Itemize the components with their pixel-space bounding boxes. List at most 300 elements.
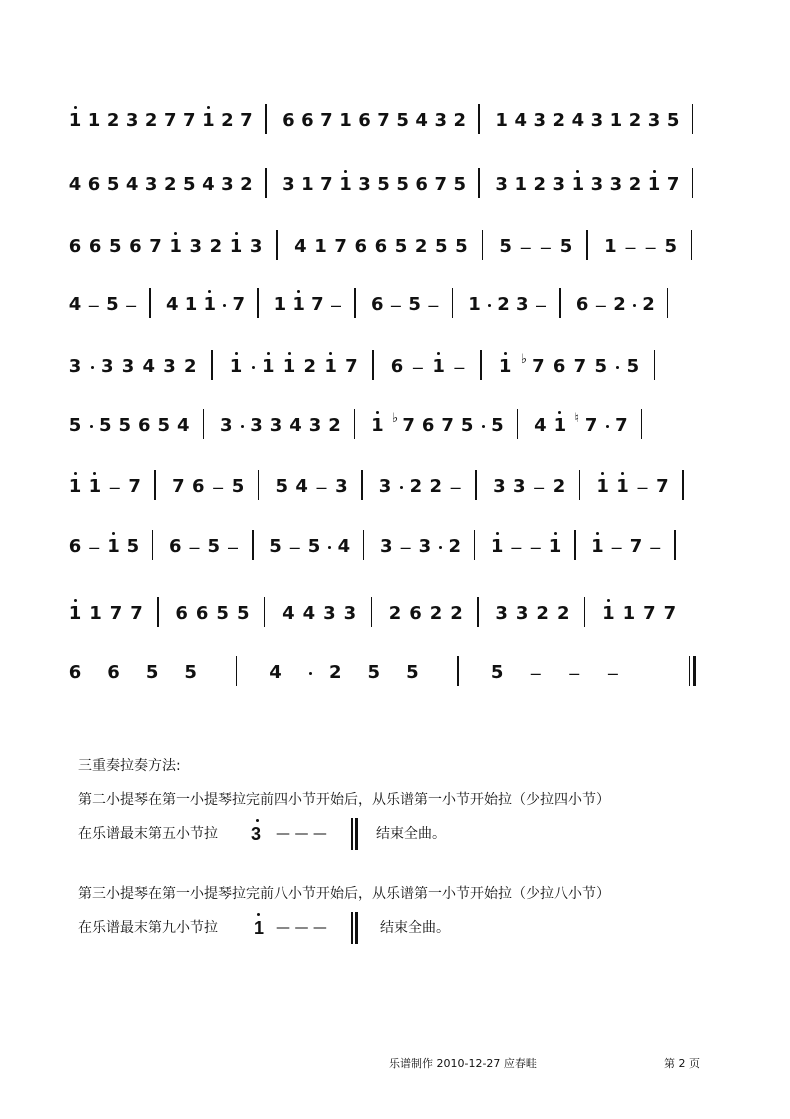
note-r9-m5-3: 2	[536, 603, 549, 624]
note-r9-m1-4: 7	[130, 603, 143, 624]
dash-r3-m4-2: –	[625, 237, 636, 257]
note-r2-m3-5: 1	[571, 174, 585, 195]
note-r8-m3-1: 5	[269, 536, 282, 557]
note-r3-m1-7: 3	[189, 236, 203, 257]
dash-r4-m4-4: –	[428, 295, 439, 315]
note-r5-m2-3-high-dot	[267, 352, 270, 355]
final-barline-thick	[693, 656, 696, 686]
note-r6-m4-2-high-dot	[558, 411, 561, 414]
dash-r10-m3-4: –	[607, 663, 618, 683]
note-r4-m3-2: 1	[292, 294, 305, 315]
note-r6-m4-4: 7	[584, 415, 598, 436]
note-r3-m1-6-high-dot	[174, 232, 177, 235]
barline-r9-1	[157, 597, 159, 627]
note-r3-m2-6: 5	[394, 236, 408, 257]
note-r4-m2-2: 1	[184, 294, 198, 315]
instruction-line-4-suffix: 结束全曲。	[380, 920, 450, 936]
dash-r8-m5-3: –	[530, 537, 541, 557]
note-r3-m1-3: 5	[108, 236, 122, 257]
note-r3-m1-4: 6	[129, 236, 142, 257]
barline-r2-1	[265, 168, 267, 198]
note-r8-m1-4: 5	[126, 536, 140, 557]
note-r8-m1-3: 1	[107, 536, 120, 557]
barline-r6-2	[354, 409, 356, 439]
note-r4-m2-5: 7	[232, 294, 245, 315]
note-r8-m6-1-high-dot	[596, 532, 599, 535]
dash-r7-m6-3: –	[637, 477, 648, 497]
note-r3-m2-1: 4	[294, 236, 307, 257]
accidental-r6-m4-3: ♮	[574, 410, 580, 425]
dash-r4-m3-4: –	[331, 295, 342, 315]
augmentation-dot-r10-m2-2	[309, 672, 312, 675]
note-r1-m2-6: 7	[377, 110, 390, 131]
note-r9-m5-1: 3	[495, 603, 508, 624]
note-r7-m2-4: 5	[231, 476, 245, 497]
note-r6-m3-1-high-dot	[376, 411, 379, 414]
augmentation-dot-r6-m3-7	[482, 425, 485, 428]
note-r1-m3-3: 3	[533, 110, 547, 131]
barline-r4-1	[149, 288, 151, 318]
note-r4-m1-1: 4	[68, 294, 82, 315]
note-r2-m2-4: 1	[339, 174, 352, 195]
augmentation-dot-r5-m4-7	[616, 366, 619, 369]
note-r7-m6-2-high-dot	[621, 472, 624, 475]
note-r2-m3-5-high-dot	[576, 170, 579, 173]
dash-r10-m3-2: –	[530, 663, 541, 683]
note-r3-m1-9: 1	[229, 236, 243, 257]
barline-r3-1	[276, 230, 278, 260]
note-r1-m3-2: 4	[514, 110, 527, 131]
note-r1-m1-5: 2	[144, 110, 158, 131]
note-r5-m1-3: 3	[100, 356, 114, 377]
note-r4-m6-5: 2	[642, 294, 655, 315]
note-r2-m1-1: 4	[68, 174, 82, 195]
note-r2-m3-2: 1	[514, 174, 527, 195]
note-r7-m1-2-high-dot	[93, 472, 96, 475]
barline-r8-2	[252, 530, 254, 560]
note-r9-m2-3: 5	[216, 603, 229, 624]
note-r1-m1-3: 2	[106, 110, 120, 131]
note-r4-m6-1: 6	[575, 294, 589, 315]
note-r10-m1-3: 5	[145, 662, 159, 683]
note-r10-m2-3: 2	[328, 662, 342, 683]
note-r6-m1-7: 4	[177, 415, 190, 436]
note-r9-m2-1: 6	[175, 603, 188, 624]
note-r1-m2-9: 3	[434, 110, 447, 131]
note-r3-m1-2: 6	[88, 236, 102, 257]
augmentation-dot-r6-m1-2	[90, 425, 93, 428]
note-r5-m4-3: 7	[532, 356, 545, 377]
note-r9-m1-1-high-dot	[74, 599, 77, 602]
note-r5-m2-1-high-dot	[235, 352, 238, 355]
note-r6-m4-6: 7	[615, 415, 628, 436]
note-r8-m5-1: 1	[490, 536, 504, 557]
note-r2-m2-10: 5	[453, 174, 467, 195]
augmentation-dot-r7-m4-2	[400, 486, 403, 489]
barline-r10-1	[236, 656, 238, 686]
note-r4-m6-3: 2	[613, 294, 626, 315]
barline-r8-6	[674, 530, 676, 560]
barline-r4-3	[354, 288, 356, 318]
dash-r8-m6-2: –	[611, 537, 622, 557]
note-r6-m4-1: 4	[534, 415, 547, 436]
barline-r3-2	[482, 230, 484, 260]
barline-r4-4	[452, 288, 454, 318]
note-r7-m6-1-high-dot	[601, 472, 604, 475]
note-r1-m2-5: 6	[358, 110, 371, 131]
note-r1-m1-6: 7	[163, 110, 177, 131]
final-barline-thin	[689, 656, 691, 686]
note-r10-m1-1: 6	[68, 662, 82, 683]
instruction-line-2-barline-thin	[351, 818, 353, 850]
accidental-r6-m3-2: ♭	[391, 410, 399, 425]
note-r1-m1-8-high-dot	[207, 106, 210, 109]
note-r9-m3-1: 4	[282, 603, 295, 624]
note-r2-m2-4-high-dot	[344, 170, 347, 173]
augmentation-dot-r4-m5-2	[488, 304, 491, 307]
note-r6-m1-3: 5	[98, 415, 112, 436]
note-r5-m1-7: 2	[184, 356, 197, 377]
note-r4-m3-1: 1	[273, 294, 287, 315]
note-r9-m6-1-high-dot	[607, 599, 610, 602]
note-r7-m1-4: 7	[128, 476, 141, 497]
note-r9-m5-4: 2	[556, 603, 570, 624]
note-r1-m2-8: 4	[415, 110, 428, 131]
dash-r4-m6-2: –	[595, 295, 606, 315]
barline-r9-5	[584, 597, 586, 627]
note-r4-m5-3: 2	[497, 294, 510, 315]
note-r5-m3-1: 6	[390, 356, 404, 377]
augmentation-dot-r4-m6-4	[633, 304, 636, 307]
note-r9-m6-1: 1	[602, 603, 615, 624]
note-r4-m5-4: 3	[515, 294, 529, 315]
dash-r7-m2-3: –	[213, 477, 224, 497]
note-r3-m2-2: 1	[314, 236, 327, 257]
note-r8-m3-5: 4	[337, 536, 351, 557]
note-r7-m4-3: 2	[409, 476, 423, 497]
note-r5-m4-4: 6	[552, 356, 566, 377]
augmentation-dot-r5-m1-2	[91, 366, 94, 369]
dash-r7-m4-5: –	[450, 477, 461, 497]
note-r2-m3-9: 1	[647, 174, 661, 195]
barline-r2-2	[478, 168, 480, 198]
note-r3-m2-8: 5	[435, 236, 448, 257]
note-r4-m4-1: 6	[370, 294, 384, 315]
note-r8-m1-1: 6	[68, 536, 82, 557]
footer-page-number: 第 2 页	[664, 1057, 700, 1070]
note-r6-m2-5: 4	[289, 415, 302, 436]
barline-r5-2	[372, 350, 374, 380]
note-r3-m2-9: 5	[455, 236, 468, 257]
instruction-line-2-note: 3	[251, 824, 262, 844]
note-r1-m3-7: 1	[609, 110, 623, 131]
note-r2-m1-7: 5	[183, 174, 196, 195]
instruction-line-4-note: 1	[254, 918, 265, 938]
note-r5-m4-5: 7	[573, 356, 587, 377]
note-r4-m4-3: 5	[408, 294, 421, 315]
note-r8-m4-5: 2	[448, 536, 462, 557]
note-r7-m6-4: 7	[656, 476, 669, 497]
note-r1-m2-1: 6	[282, 110, 295, 131]
dash-r5-m3-4: –	[454, 357, 465, 377]
note-r2-m1-3: 5	[106, 174, 120, 195]
note-r3-m1-1: 6	[68, 236, 82, 257]
note-r5-m2-4-high-dot	[288, 352, 291, 355]
instruction-line-4-dashes: — — —	[276, 920, 327, 936]
note-r2-m1-4: 4	[125, 174, 139, 195]
note-r5-m2-7: 7	[345, 356, 358, 377]
note-r5-m4-1-high-dot	[504, 352, 507, 355]
note-r6-m3-3: 7	[402, 415, 415, 436]
barline-r5-3	[480, 350, 482, 380]
note-r9-m6-3: 7	[643, 603, 656, 624]
note-r7-m6-2: 1	[616, 476, 629, 497]
note-r1-m1-9: 2	[221, 110, 234, 131]
note-r1-m2-7: 5	[396, 110, 409, 131]
note-r8-m3-3: 5	[307, 536, 321, 557]
note-r4-m2-1: 4	[166, 294, 179, 315]
dash-r3-m3-2: –	[520, 237, 531, 257]
note-r8-m6-3: 7	[629, 536, 643, 557]
note-r1-m1-7: 7	[183, 110, 196, 131]
note-r5-m3-3-high-dot	[437, 352, 440, 355]
barline-r1-2	[478, 104, 480, 134]
note-r6-m2-4: 3	[269, 415, 283, 436]
barline-r5-1	[211, 350, 213, 380]
note-r4-m2-3-high-dot	[208, 290, 211, 293]
barline-r7-6	[682, 470, 684, 500]
barline-r1-1	[265, 104, 267, 134]
note-r3-m1-8: 2	[209, 236, 223, 257]
note-r3-m1-10: 3	[249, 236, 263, 257]
instruction-line-3: 第三小提琴在第一小提琴拉完前八小节开始后，从乐谱第一小节开始拉（少拉八小节）	[78, 886, 610, 902]
note-r7-m2-1: 7	[172, 476, 185, 497]
note-r1-m2-4: 1	[339, 110, 352, 131]
dash-r4-m5-5: –	[535, 295, 546, 315]
note-r1-m1-8: 1	[202, 110, 215, 131]
barline-r8-1	[152, 530, 154, 560]
instruction-line-2-high-dot	[256, 819, 259, 822]
note-r1-m2-10: 2	[453, 110, 467, 131]
note-r2-m2-7: 5	[396, 174, 409, 195]
note-r2-m3-3: 2	[533, 174, 547, 195]
footer-credit: 乐谱制作 2010-12-27 应春畦	[389, 1057, 537, 1070]
note-r5-m2-3: 1	[261, 356, 275, 377]
note-r9-m4-4: 2	[450, 603, 463, 624]
instruction-line-2-barline-thick	[355, 818, 358, 850]
note-r9-m4-3: 2	[429, 603, 443, 624]
instruction-line-4-prefix: 在乐谱最末第九小节拉	[78, 920, 218, 936]
note-r2-m3-1: 3	[495, 174, 508, 195]
dash-r3-m3-3: –	[540, 237, 551, 257]
note-r1-m1-1-high-dot	[74, 106, 77, 109]
note-r5-m2-4: 1	[282, 356, 296, 377]
note-r2-m1-2: 6	[87, 174, 101, 195]
note-r1-m2-3: 7	[320, 110, 333, 131]
note-r10-m1-4: 5	[184, 662, 197, 683]
note-r2-m2-8: 6	[415, 174, 428, 195]
note-r8-m2-3: 5	[207, 536, 221, 557]
note-r3-m1-9-high-dot	[235, 232, 238, 235]
note-r10-m3-1: 5	[490, 662, 504, 683]
note-r4-m3-2-high-dot	[297, 290, 300, 293]
augmentation-dot-r8-m3-4	[328, 546, 331, 549]
note-r3-m1-6: 1	[169, 236, 182, 257]
note-r1-m1-1: 1	[68, 110, 82, 131]
note-r2-m3-10: 7	[666, 174, 680, 195]
note-r2-m2-3: 7	[320, 174, 333, 195]
note-r2-m2-2: 1	[301, 174, 314, 195]
note-r6-m1-1: 5	[68, 415, 82, 436]
note-r8-m5-4-high-dot	[554, 532, 557, 535]
note-r8-m5-4: 1	[548, 536, 562, 557]
note-r2-m3-7: 3	[609, 174, 623, 195]
note-r1-m3-9: 3	[647, 110, 661, 131]
note-r7-m5-4: 2	[552, 476, 566, 497]
note-r1-m3-5: 4	[571, 110, 585, 131]
note-r6-m3-6: 5	[460, 415, 474, 436]
note-r1-m1-10: 7	[240, 110, 253, 131]
dash-r4-m4-2: –	[390, 295, 401, 315]
note-r2-m2-6: 5	[377, 174, 390, 195]
barline-r4-6	[667, 288, 669, 318]
note-r3-m4-4: 5	[664, 236, 677, 257]
dash-r4-m1-2: –	[88, 295, 99, 315]
note-r2-m2-1: 3	[282, 174, 295, 195]
dash-r3-m4-3: –	[645, 237, 656, 257]
note-r8-m1-3-high-dot	[112, 532, 115, 535]
note-r6-m1-5: 6	[138, 415, 151, 436]
note-r2-m1-5: 3	[144, 174, 158, 195]
note-r4-m2-3: 1	[203, 294, 216, 315]
note-r10-m2-1: 4	[269, 662, 282, 683]
barline-r8-3	[363, 530, 365, 560]
note-r7-m2-2: 6	[191, 476, 205, 497]
note-r9-m3-2: 4	[302, 603, 316, 624]
instruction-line-2-prefix: 在乐谱最末第五小节拉	[78, 826, 218, 842]
note-r2-m3-9-high-dot	[653, 170, 656, 173]
note-r7-m5-1: 3	[493, 476, 506, 497]
augmentation-dot-r6-m2-2	[241, 425, 244, 428]
note-r3-m1-5: 7	[149, 236, 162, 257]
note-r5-m2-6: 1	[324, 356, 337, 377]
accidental-r5-m4-2: ♭	[520, 351, 528, 366]
dash-r7-m3-3: –	[316, 477, 327, 497]
note-r6-m3-5: 7	[441, 415, 454, 436]
note-r2-m3-6: 3	[590, 174, 604, 195]
note-r2-m3-4: 3	[552, 174, 566, 195]
barline-r7-4	[475, 470, 477, 500]
note-r8-m6-1: 1	[591, 536, 604, 557]
barline-r9-3	[371, 597, 373, 627]
note-r6-m2-6: 3	[308, 415, 322, 436]
note-r3-m2-5: 6	[374, 236, 388, 257]
note-r5-m4-6: 5	[594, 356, 607, 377]
barline-r3-4	[691, 230, 693, 260]
instruction-line-1: 第二小提琴在第一小提琴拉完前四小节开始后，从乐谱第一小节开始拉（少拉四小节）	[78, 792, 610, 808]
note-r9-m5-2: 3	[515, 603, 529, 624]
barline-r8-4	[474, 530, 476, 560]
note-r2-m1-9: 3	[221, 174, 234, 195]
note-r5-m1-5: 4	[142, 356, 156, 377]
barline-r7-1	[154, 470, 156, 500]
dash-r8-m1-2: –	[89, 537, 100, 557]
barline-r4-5	[559, 288, 561, 318]
instruction-line-4-high-dot	[257, 913, 260, 916]
barline-r9-4	[477, 597, 479, 627]
note-r2-m3-8: 2	[628, 174, 642, 195]
barline-r1-3	[692, 104, 694, 134]
note-r1-m2-2: 6	[301, 110, 314, 131]
note-r9-m1-3: 7	[109, 603, 123, 624]
note-r5-m3-3: 1	[432, 356, 445, 377]
note-r9-m1-1: 1	[68, 603, 82, 624]
barline-r7-2	[258, 470, 260, 500]
barline-r9-2	[264, 597, 266, 627]
dash-r8-m5-2: –	[511, 537, 522, 557]
barline-r6-1	[203, 409, 205, 439]
note-r3-m4-1: 1	[604, 236, 617, 257]
note-r5-m2-5: 2	[303, 356, 317, 377]
note-r2-m1-6: 2	[163, 174, 177, 195]
instruction-line-4-barline-thin	[351, 912, 353, 944]
note-r3-m3-4: 5	[559, 236, 573, 257]
note-r7-m3-2: 4	[295, 476, 308, 497]
note-r3-m2-4: 6	[354, 236, 368, 257]
note-r1-m3-10: 5	[666, 110, 680, 131]
barline-r4-2	[257, 288, 259, 318]
barline-r7-5	[579, 470, 581, 500]
dash-r8-m2-2: –	[189, 537, 200, 557]
augmentation-dot-r5-m2-2	[252, 366, 255, 369]
note-r6-m1-6: 5	[157, 415, 171, 436]
note-r9-m1-2: 1	[89, 603, 102, 624]
note-r3-m2-3: 7	[334, 236, 347, 257]
note-r5-m2-6-high-dot	[329, 352, 332, 355]
note-r7-m4-4: 2	[429, 476, 442, 497]
dash-r8-m6-4: –	[650, 537, 661, 557]
note-r2-m2-9: 7	[434, 174, 447, 195]
note-r9-m4-2: 6	[409, 603, 422, 624]
note-r8-m4-1: 3	[380, 536, 393, 557]
note-r4-m1-3: 5	[106, 294, 119, 315]
note-r9-m3-4: 3	[343, 603, 357, 624]
note-r5-m2-1: 1	[229, 356, 243, 377]
dash-r10-m3-3: –	[569, 663, 580, 683]
note-r6-m3-1: 1	[371, 415, 384, 436]
dash-r5-m3-2: –	[412, 357, 423, 377]
barline-r6-3	[517, 409, 519, 439]
barline-r5-4	[654, 350, 656, 380]
note-r6-m2-7: 2	[328, 415, 341, 436]
note-r7-m1-2: 1	[88, 476, 102, 497]
dash-r7-m5-3: –	[534, 477, 545, 497]
note-r7-m1-1-high-dot	[74, 472, 77, 475]
note-r8-m2-1: 6	[168, 536, 182, 557]
note-r2-m1-8: 4	[202, 174, 215, 195]
note-r1-m1-2: 1	[87, 110, 101, 131]
note-r5-m4-8: 5	[626, 356, 640, 377]
instruction-line-4-barline-thick	[355, 912, 358, 944]
note-r9-m6-2: 1	[622, 603, 636, 624]
note-r9-m3-3: 3	[323, 603, 336, 624]
instruction-line-2-suffix: 结束全曲。	[376, 826, 446, 842]
note-r7-m5-2: 3	[512, 476, 526, 497]
note-r7-m3-1: 5	[275, 476, 288, 497]
note-r6-m4-2: 1	[553, 415, 567, 436]
note-r7-m3-4: 3	[335, 476, 348, 497]
note-r5-m1-6: 3	[163, 356, 176, 377]
